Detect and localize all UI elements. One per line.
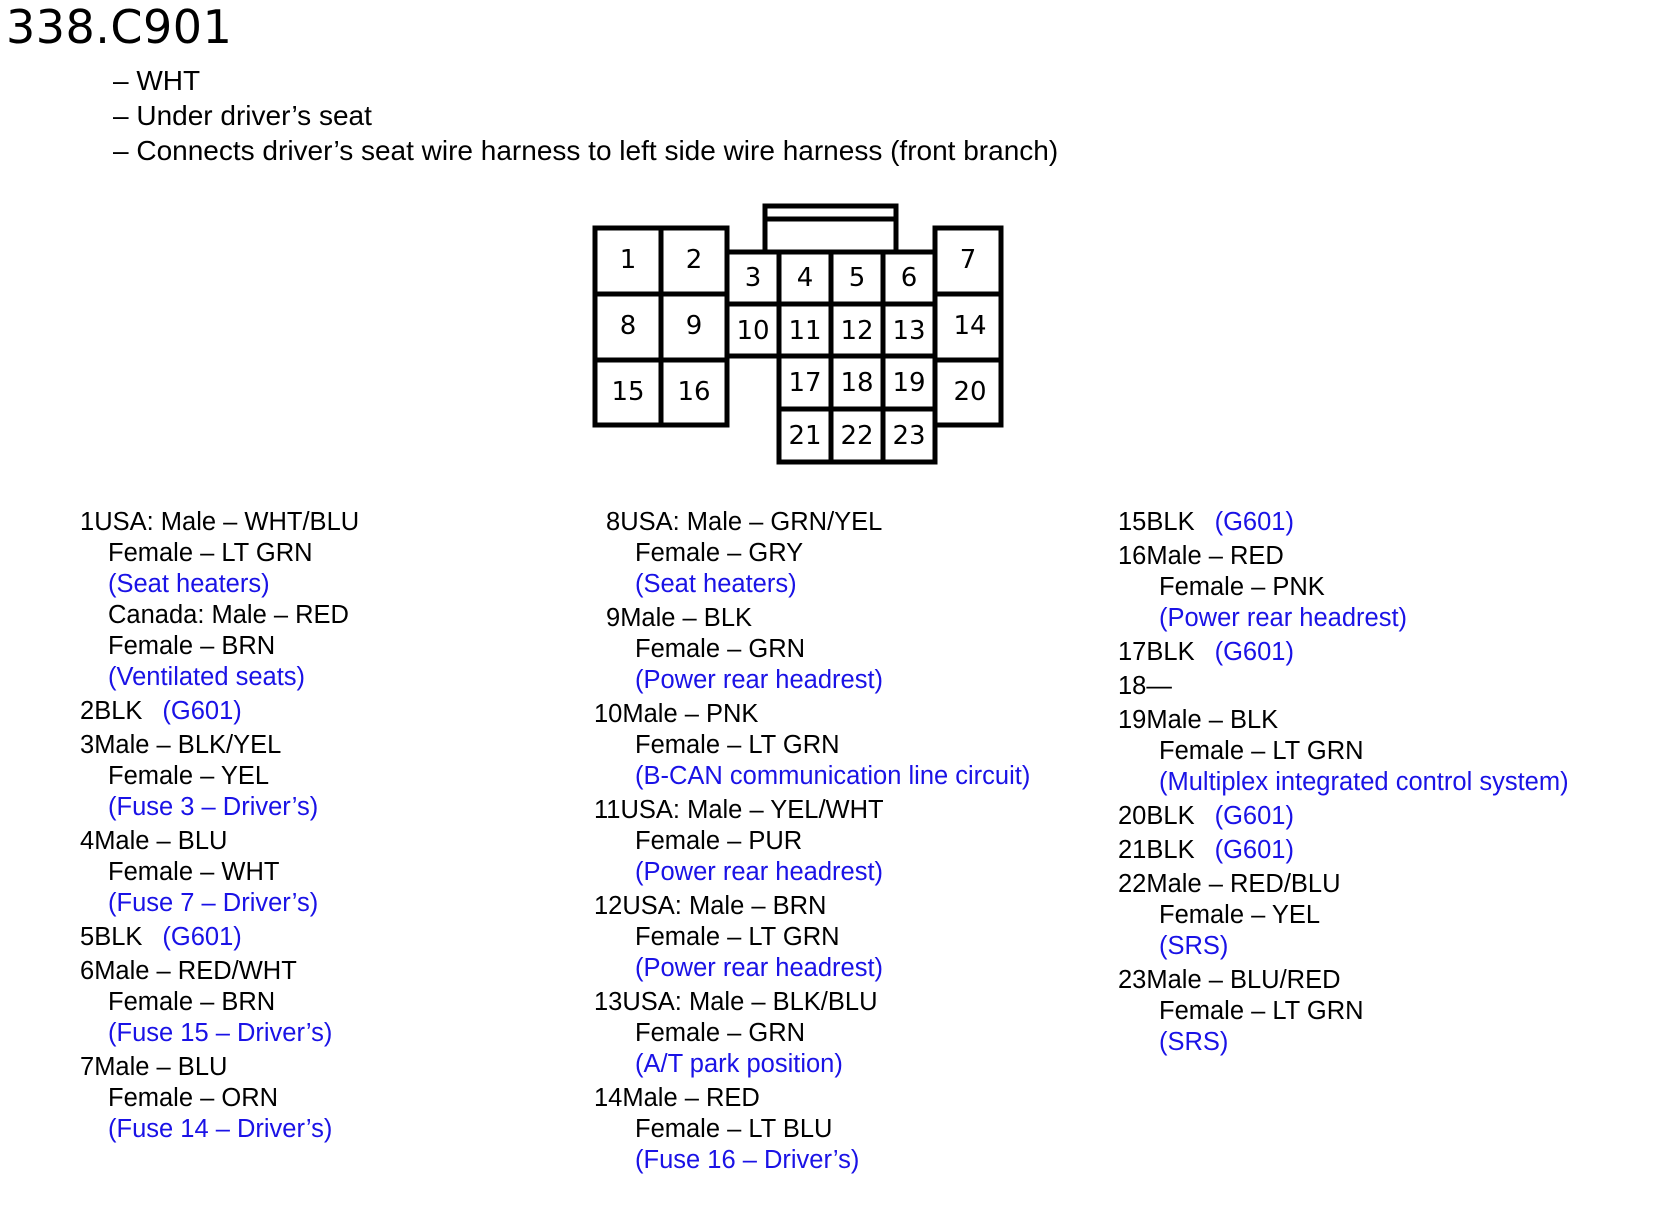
pin-female-wire: Female – LT GRN	[1159, 997, 1364, 1025]
pin-label-12: 12	[840, 316, 874, 346]
pin-number: 18	[1118, 672, 1147, 700]
pin-entry-15	[1118, 507, 1569, 538]
pin-label-5: 5	[848, 263, 866, 293]
pin-ground-note: (G601)	[1214, 802, 1294, 830]
pin-label-21: 21	[788, 421, 822, 451]
pin-ground-note: (G601)	[1214, 836, 1294, 864]
pin-female-wire: Female – BRN	[108, 632, 276, 660]
pin-wire: Male – PNK	[622, 700, 759, 728]
pin-entry-7	[80, 1052, 359, 1145]
pin-number: 15	[1118, 508, 1147, 536]
pin-entry-23	[1118, 965, 1569, 1058]
pin-circuit-note: (Seat heaters)	[635, 570, 797, 598]
pin-ground-note: (G601)	[1214, 508, 1294, 536]
pin-wire: Male – RED/BLU	[1146, 870, 1341, 898]
pin-female-wire: Female – LT GRN	[635, 731, 840, 759]
page-title: 338.C901	[6, 0, 233, 54]
pin-entry-9	[594, 603, 1030, 696]
pin-wire: BLK	[1146, 508, 1195, 536]
pin-entry-16	[1118, 541, 1569, 634]
pin-circuit-note: (B-CAN communication line circuit)	[635, 762, 1031, 790]
pin-entry-1	[80, 507, 359, 693]
pin-entry-13	[594, 987, 1030, 1080]
pin-female-wire: Female – YEL	[1159, 901, 1321, 929]
pin-wire: Male – RED	[1146, 542, 1284, 570]
pin-circuit-note: (Fuse 3 – Driver’s)	[108, 793, 319, 821]
pin-entry-17	[1118, 637, 1569, 668]
pin-label-6: 6	[900, 263, 918, 293]
pin-circuit-note: (SRS)	[1159, 1028, 1229, 1056]
connector-latch	[765, 206, 896, 252]
pin-female-wire: Female – LT GRN	[108, 539, 313, 567]
pin-female-wire: Female – BRN	[108, 988, 276, 1016]
pin-wire: Male – BLK/YEL	[94, 731, 282, 759]
pin-wire: Male – BLU	[94, 827, 228, 855]
pin-entry-14	[594, 1083, 1030, 1176]
pin-entry-19	[1118, 705, 1569, 798]
pin-entry-3	[80, 730, 359, 823]
pin-wire: USA: Male – WHT/BLU	[94, 508, 360, 536]
pin-number: 17	[1118, 638, 1147, 666]
pin-entry-8	[594, 507, 1030, 600]
pin-entry-4	[80, 826, 359, 919]
pin-unused: —	[1146, 672, 1172, 700]
pin-entry-21	[1118, 835, 1569, 866]
pin-female-wire: Female – ORN	[108, 1084, 279, 1112]
pin-entry-6	[80, 956, 359, 1049]
description-color: – WHT	[113, 65, 201, 96]
pin-circuit-note: (Fuse 15 – Driver’s)	[108, 1019, 333, 1047]
pin-entry-2	[80, 696, 359, 727]
pin-label-11: 11	[788, 316, 822, 346]
pin-entry-20	[1118, 801, 1569, 832]
pin-circuit-note: (Fuse 16 – Driver’s)	[635, 1146, 860, 1174]
pin-wire: USA: Male – BRN	[622, 892, 827, 920]
pin-label-1: 1	[619, 245, 637, 275]
description-connection: – Connects driver’s seat wire harness to left side wire harness (front branch)	[113, 135, 1059, 166]
pin-wire: Male – BLU/RED	[1146, 966, 1341, 994]
pin-column-1	[80, 507, 359, 1145]
pin-circuit-note: (SRS)	[1159, 932, 1229, 960]
pin-wire: BLK	[1146, 802, 1195, 830]
pin-circuit-note: (Fuse 7 – Driver’s)	[108, 889, 319, 917]
pin-circuit-note: (Multiplex integrated control system)	[1159, 768, 1569, 796]
pin-wire: USA: Male – BLK/BLU	[622, 988, 878, 1016]
pin-number: 5	[80, 923, 95, 951]
pin-ground-note: (G601)	[162, 923, 242, 951]
pin-number: 23	[1118, 966, 1147, 994]
pin-entry-12	[594, 891, 1030, 984]
pin-label-15: 15	[611, 377, 645, 407]
pin-wire: Male – BLU	[94, 1053, 228, 1081]
pin-circuit-note: (Seat heaters)	[108, 570, 270, 598]
pin-number: 2	[80, 697, 95, 725]
pin-label-16: 16	[677, 377, 711, 407]
pin-number: 16	[1118, 542, 1147, 570]
pin-number: 9	[606, 604, 621, 632]
pin-ground-note: (G601)	[1214, 638, 1294, 666]
pin-wire: BLK	[1146, 836, 1195, 864]
pin-circuit-note: (A/T park position)	[635, 1050, 843, 1078]
pin-label-4: 4	[796, 263, 814, 293]
pin-entry-5	[80, 922, 359, 953]
pin-label-17: 17	[788, 368, 822, 398]
pin-number: 20	[1118, 802, 1147, 830]
pin-female-wire: Female – GRY	[635, 539, 804, 567]
pin-number: 6	[80, 957, 95, 985]
pin-label-20: 20	[953, 377, 987, 407]
pin-entry-10	[594, 699, 1030, 792]
pin-female-wire: Female – WHT	[108, 858, 280, 886]
pin-circuit-note: (Power rear headrest)	[635, 858, 884, 886]
pin-female-wire: Female – GRN	[635, 635, 806, 663]
pin-label-2: 2	[685, 245, 703, 275]
pin-wire: BLK	[1146, 638, 1195, 666]
pin-entry-18	[1118, 671, 1569, 702]
pin-female-wire: Female – LT GRN	[1159, 737, 1364, 765]
pin-number: 11	[594, 796, 621, 824]
pin-column-3	[1118, 507, 1569, 1058]
pin-wire: Male – BLK	[1146, 706, 1279, 734]
pin-label-19: 19	[892, 368, 926, 398]
pin-label-10: 10	[736, 316, 770, 346]
pin-label-22: 22	[840, 421, 874, 451]
pin-number: 10	[594, 700, 623, 728]
pin-number: 3	[80, 731, 95, 759]
pin-label-8: 8	[619, 311, 637, 341]
pin-wire: USA: Male – YEL/WHT	[620, 796, 884, 824]
pin-circuit-note: (Power rear headrest)	[1159, 604, 1408, 632]
pin-canada-wire: Canada: Male – RED	[108, 601, 349, 629]
pin-label-14: 14	[953, 311, 987, 341]
pin-wire: Male – BLK	[620, 604, 753, 632]
pin-number: 8	[606, 508, 621, 536]
pin-label-7: 7	[959, 245, 977, 275]
pin-number: 19	[1118, 706, 1147, 734]
pin-female-wire: Female – PUR	[635, 827, 803, 855]
pin-label-3: 3	[744, 263, 762, 293]
pin-circuit-note: (Ventilated seats)	[108, 663, 306, 691]
pin-number: 7	[80, 1053, 95, 1081]
pin-label-18: 18	[840, 368, 874, 398]
pin-number: 1	[80, 508, 95, 536]
pin-entry-22	[1118, 869, 1569, 962]
pin-number: 14	[594, 1084, 623, 1112]
pin-number: 21	[1118, 836, 1147, 864]
description-location: – Under driver’s seat	[113, 100, 372, 131]
connector-face-diagram	[0, 0, 1659, 500]
pin-female-wire: Female – LT GRN	[635, 923, 840, 951]
pin-number: 22	[1118, 870, 1147, 898]
pin-label-13: 13	[892, 316, 926, 346]
pin-circuit-note: (Power rear headrest)	[635, 666, 884, 694]
pin-number: 4	[80, 827, 95, 855]
pin-circuit-note: (Fuse 14 – Driver’s)	[108, 1115, 333, 1143]
pin-wire: BLK	[94, 923, 143, 951]
pin-wire: USA: Male – GRN/YEL	[620, 508, 883, 536]
pin-female-wire: Female – YEL	[108, 762, 270, 790]
pin-female-wire: Female – LT BLU	[635, 1115, 833, 1143]
pin-circuit-note: (Power rear headrest)	[635, 954, 884, 982]
pin-entry-11	[594, 795, 1030, 888]
pin-female-wire: Female – GRN	[635, 1019, 806, 1047]
pin-wire: BLK	[94, 697, 143, 725]
pin-label-9: 9	[685, 311, 703, 341]
pin-number: 12	[594, 892, 623, 920]
pin-number: 13	[594, 988, 623, 1016]
pin-wire: Male – RED	[622, 1084, 760, 1112]
pin-column-2	[594, 507, 1030, 1176]
pin-female-wire: Female – PNK	[1159, 573, 1325, 601]
pin-wire: Male – RED/WHT	[94, 957, 297, 985]
pin-label-23: 23	[892, 421, 926, 451]
pin-ground-note: (G601)	[162, 697, 242, 725]
